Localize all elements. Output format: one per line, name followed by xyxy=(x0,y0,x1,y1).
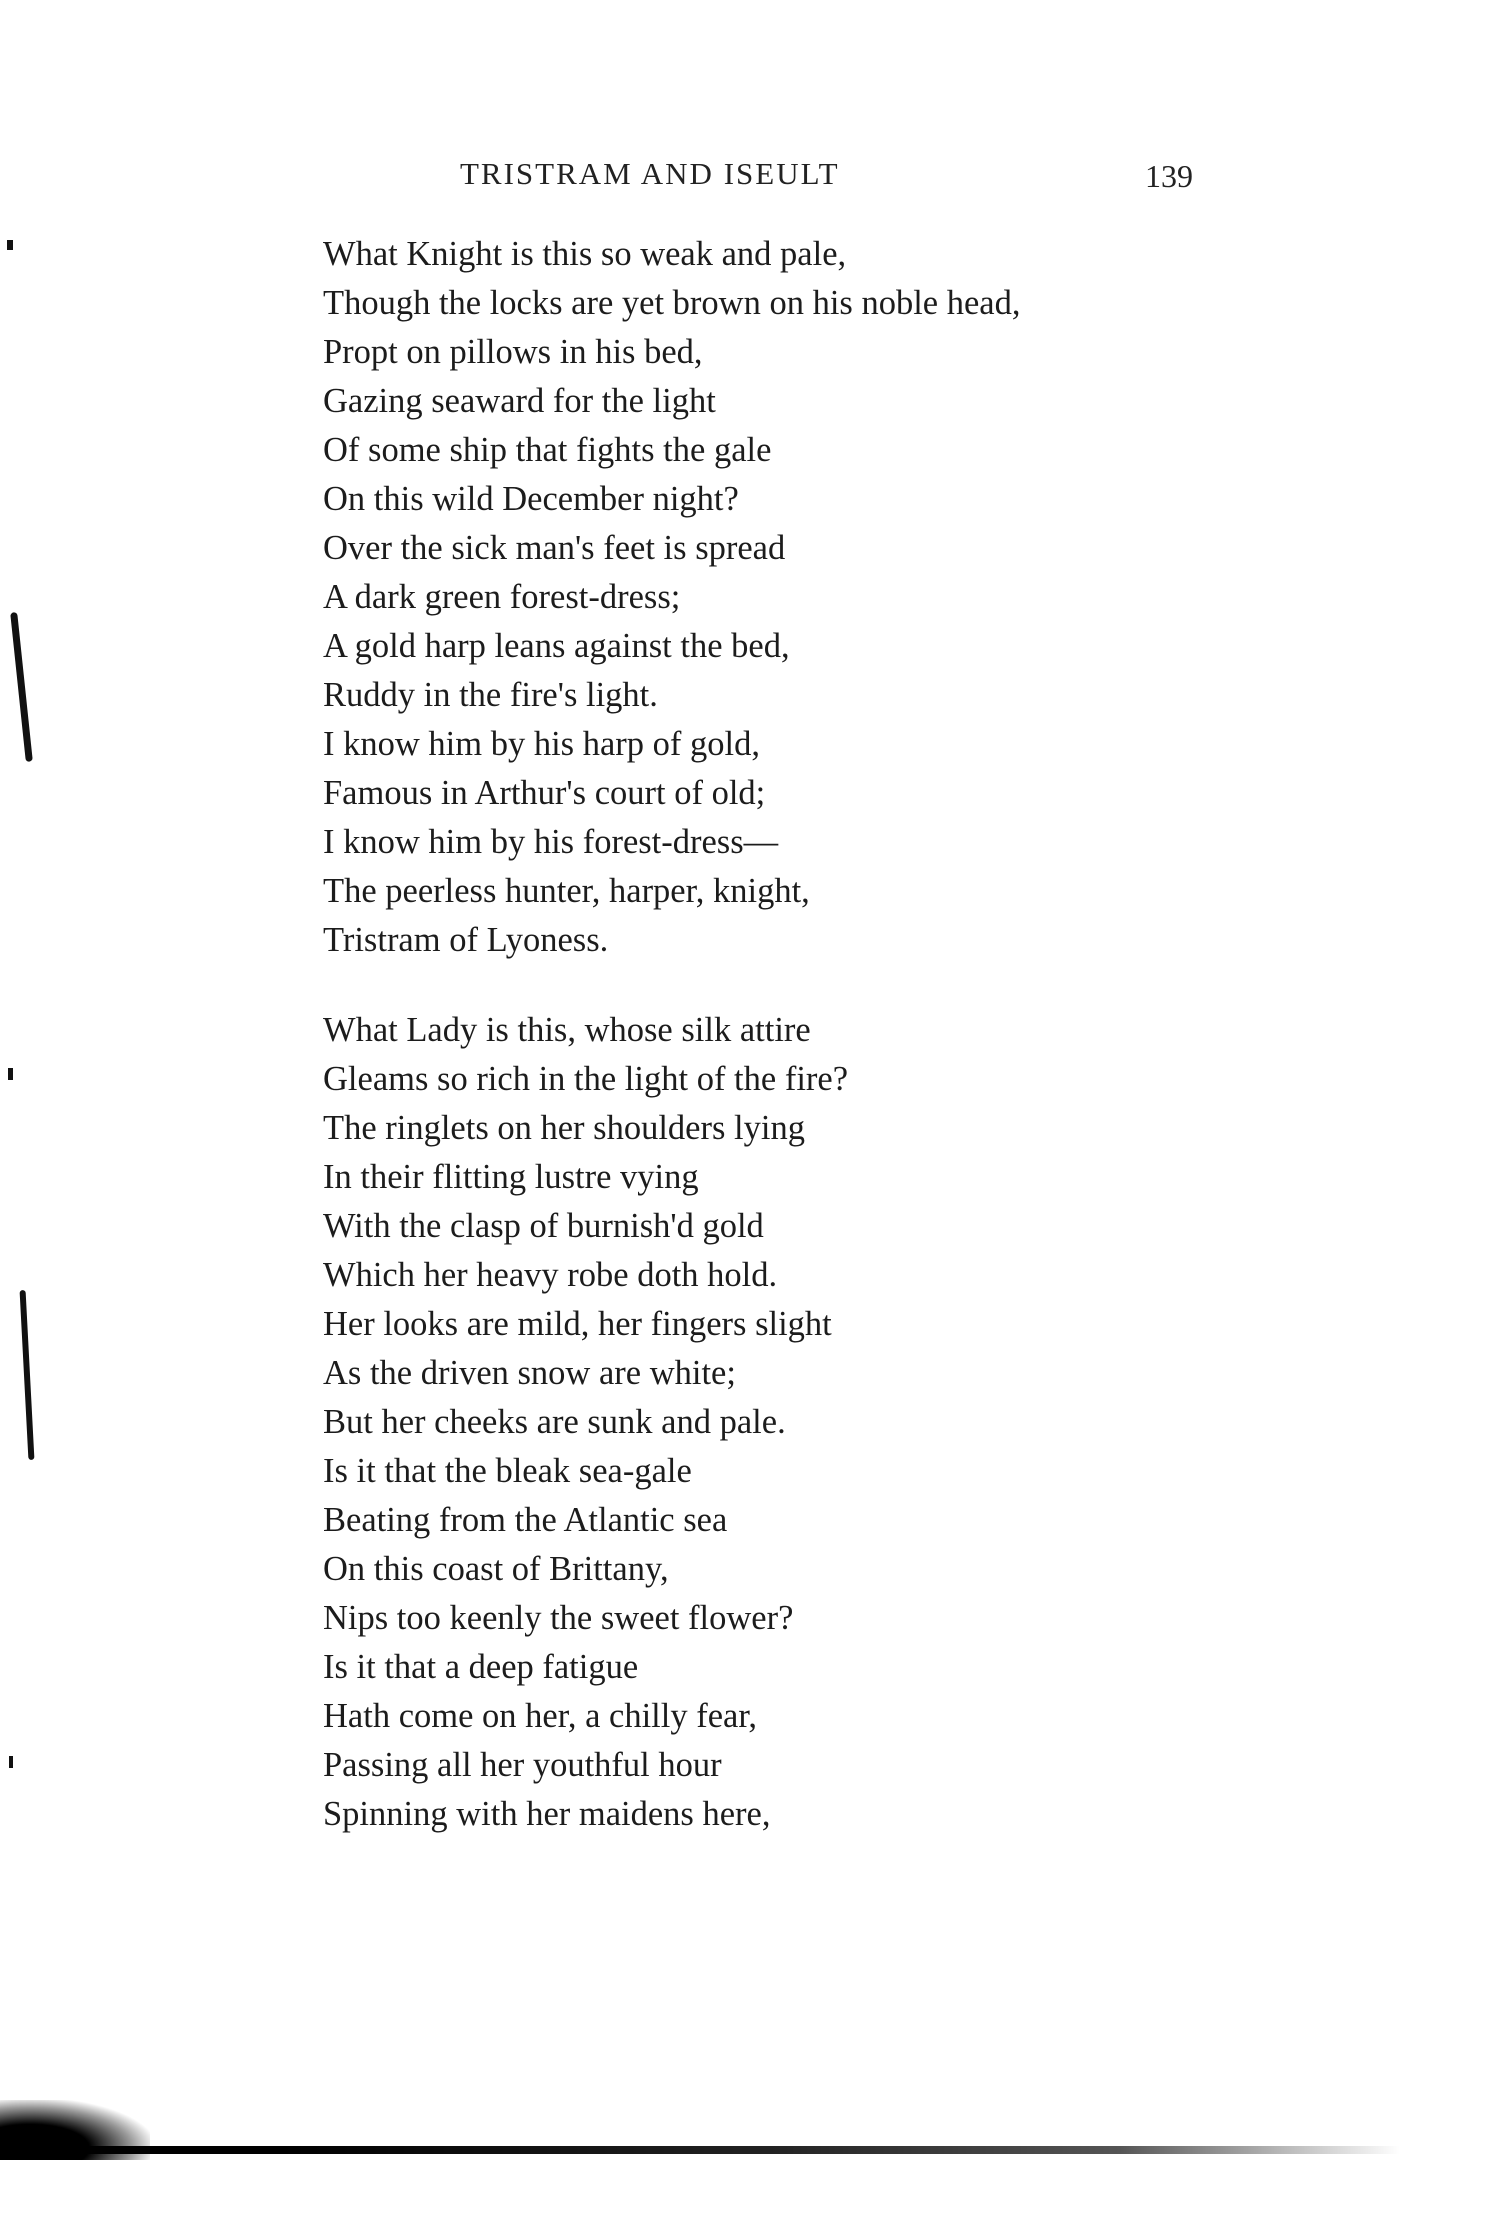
poem-line: A gold harp leans against the bed, xyxy=(323,627,790,665)
poem-line: Famous in Arthur's court of old; xyxy=(323,774,766,812)
poem-line: A dark green forest-dress; xyxy=(323,578,681,616)
stanza-1 xyxy=(323,230,1021,965)
poem-line: Spinning with her maidens here, xyxy=(323,1795,771,1833)
poem-line: Hath come on her, a chilly fear, xyxy=(323,1697,758,1735)
poem-line: What Lady is this, whose silk attire xyxy=(323,1011,811,1049)
poem-line: As the driven snow are white; xyxy=(323,1354,736,1392)
scan-margin-shadow xyxy=(20,1290,35,1460)
poem-line: The ringlets on her shoulders lying xyxy=(323,1109,805,1147)
poem-line: But her cheeks are sunk and pale. xyxy=(323,1403,786,1441)
poem-line: Though the locks are yet brown on his noble head, xyxy=(323,284,1021,322)
poem-line: I know him by his forest-dress— xyxy=(323,823,779,861)
poem-line: Tristram of Lyoness. xyxy=(323,921,609,959)
scan-speck xyxy=(7,240,13,250)
stanza-2 xyxy=(323,1006,848,1839)
poem-line: Over the sick man's feet is spread xyxy=(323,529,786,567)
poem-line: Is it that a deep fatigue xyxy=(323,1648,639,1686)
page-number: 139 xyxy=(1145,158,1193,194)
poem-line: I know him by his harp of gold, xyxy=(323,725,760,763)
poem-line: Her looks are mild, her fingers slight xyxy=(323,1305,832,1343)
poem-line: Gleams so rich in the light of the fire? xyxy=(323,1060,849,1098)
poem-line: Which her heavy robe doth hold. xyxy=(323,1256,778,1294)
poem-line: In their flitting lustre vying xyxy=(323,1158,699,1196)
poem-line: Propt on pillows in his bed, xyxy=(323,333,703,371)
poem-line: What Knight is this so weak and pale, xyxy=(323,235,847,273)
poem-line: Of some ship that fights the gale xyxy=(323,431,772,469)
scan-margin-shadow xyxy=(10,612,33,762)
poem-line: Beating from the Atlantic sea xyxy=(323,1501,728,1539)
poem-line: On this coast of Brittany, xyxy=(323,1550,669,1588)
running-title: TRISTRAM AND ISEULT xyxy=(460,156,840,191)
poem-line: Passing all her youthful hour xyxy=(323,1746,722,1784)
poem-line: The peerless hunter, harper, knight, xyxy=(323,872,810,910)
poem-line: With the clasp of burnish'd gold xyxy=(323,1207,764,1245)
scan-speck xyxy=(9,1756,13,1768)
poem-line: Nips too keenly the sweet flower? xyxy=(323,1599,794,1637)
poem-line: Ruddy in the fire's light. xyxy=(323,676,658,714)
poem-line: Gazing seaward for the light xyxy=(323,382,716,420)
scan-speck xyxy=(8,1068,13,1080)
scan-bottom-edge xyxy=(0,2146,1400,2154)
poem-line: Is it that the bleak sea-gale xyxy=(323,1452,692,1490)
poem-line: On this wild December night? xyxy=(323,480,739,518)
